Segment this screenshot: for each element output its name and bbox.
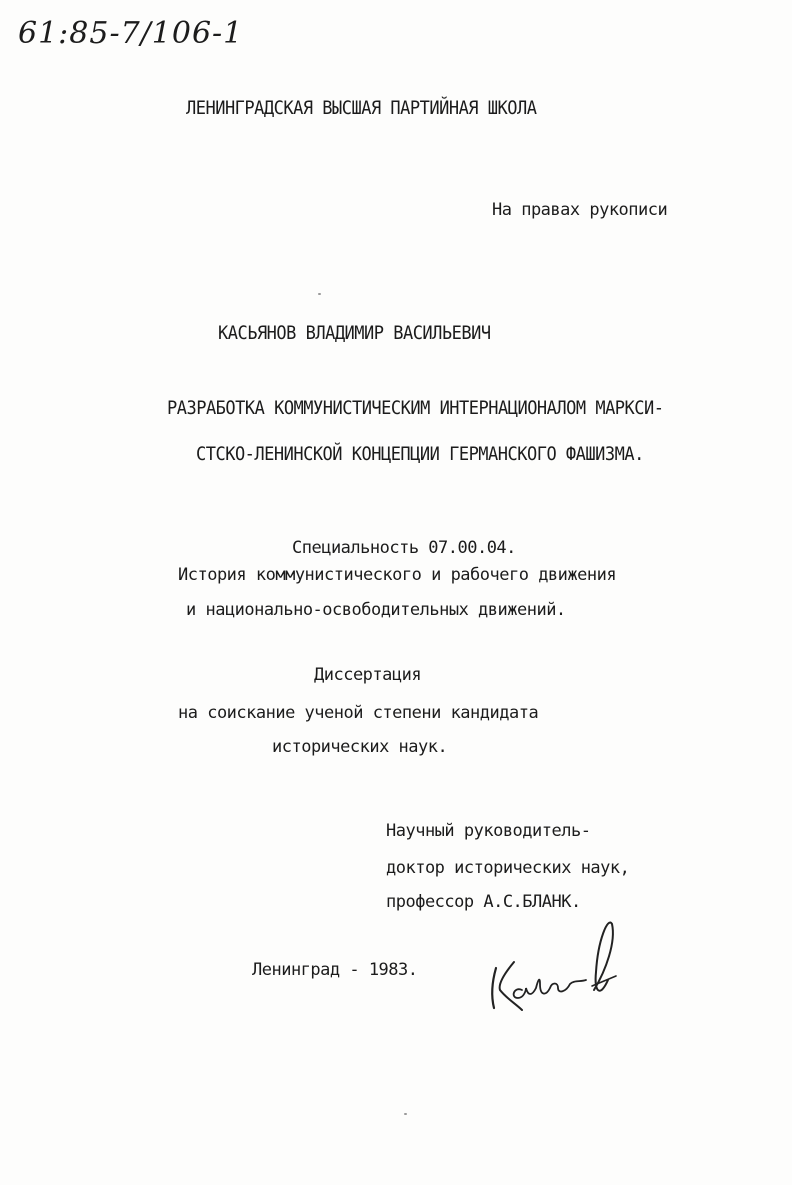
supervisor-line-3: профессор А.С.БЛАНК. — [386, 892, 581, 912]
author-signature — [482, 918, 632, 1018]
institution-name: ЛЕНИНГРАДСКАЯ ВЫСШАЯ ПАРТИЙНАЯ ШКОЛА — [186, 97, 537, 120]
archive-code: 61:85-7/106-1 — [18, 16, 244, 51]
title-line-2: СТСКО-ЛЕНИНСКОЙ КОНЦЕПЦИИ ГЕРМАНСКОГО ФАШИЗМА. — [196, 443, 644, 466]
rights-note: На правах рукописи — [492, 200, 668, 220]
specialty-name-line-1: История коммунистического и рабочего движения — [178, 565, 617, 585]
supervisor-line-2: доктор исторических наук, — [386, 858, 630, 878]
degree-line-1: Диссертация — [314, 665, 422, 685]
degree-line-2: на соискание ученой степени кандидата — [178, 703, 539, 723]
paper-speck — [318, 293, 321, 295]
supervisor-line-1: Научный руководитель- — [386, 821, 591, 841]
degree-line-3: исторических наук. — [272, 737, 448, 757]
title-line-1: РАЗРАБОТКА КОММУНИСТИЧЕСКИМ ИНТЕРНАЦИОНАЛОМ МАРКСИ- — [167, 397, 664, 420]
author-name: КАСЬЯНОВ ВЛАДИМИР ВАСИЛЬЕВИЧ — [218, 322, 491, 345]
specialty-name-line-2: и национально-освободительных движений. — [186, 600, 566, 620]
paper-speck — [404, 1113, 407, 1115]
place-and-year: Ленинград - 1983. — [252, 960, 418, 980]
specialty-code: Специальность 07.00.04. — [292, 538, 516, 558]
